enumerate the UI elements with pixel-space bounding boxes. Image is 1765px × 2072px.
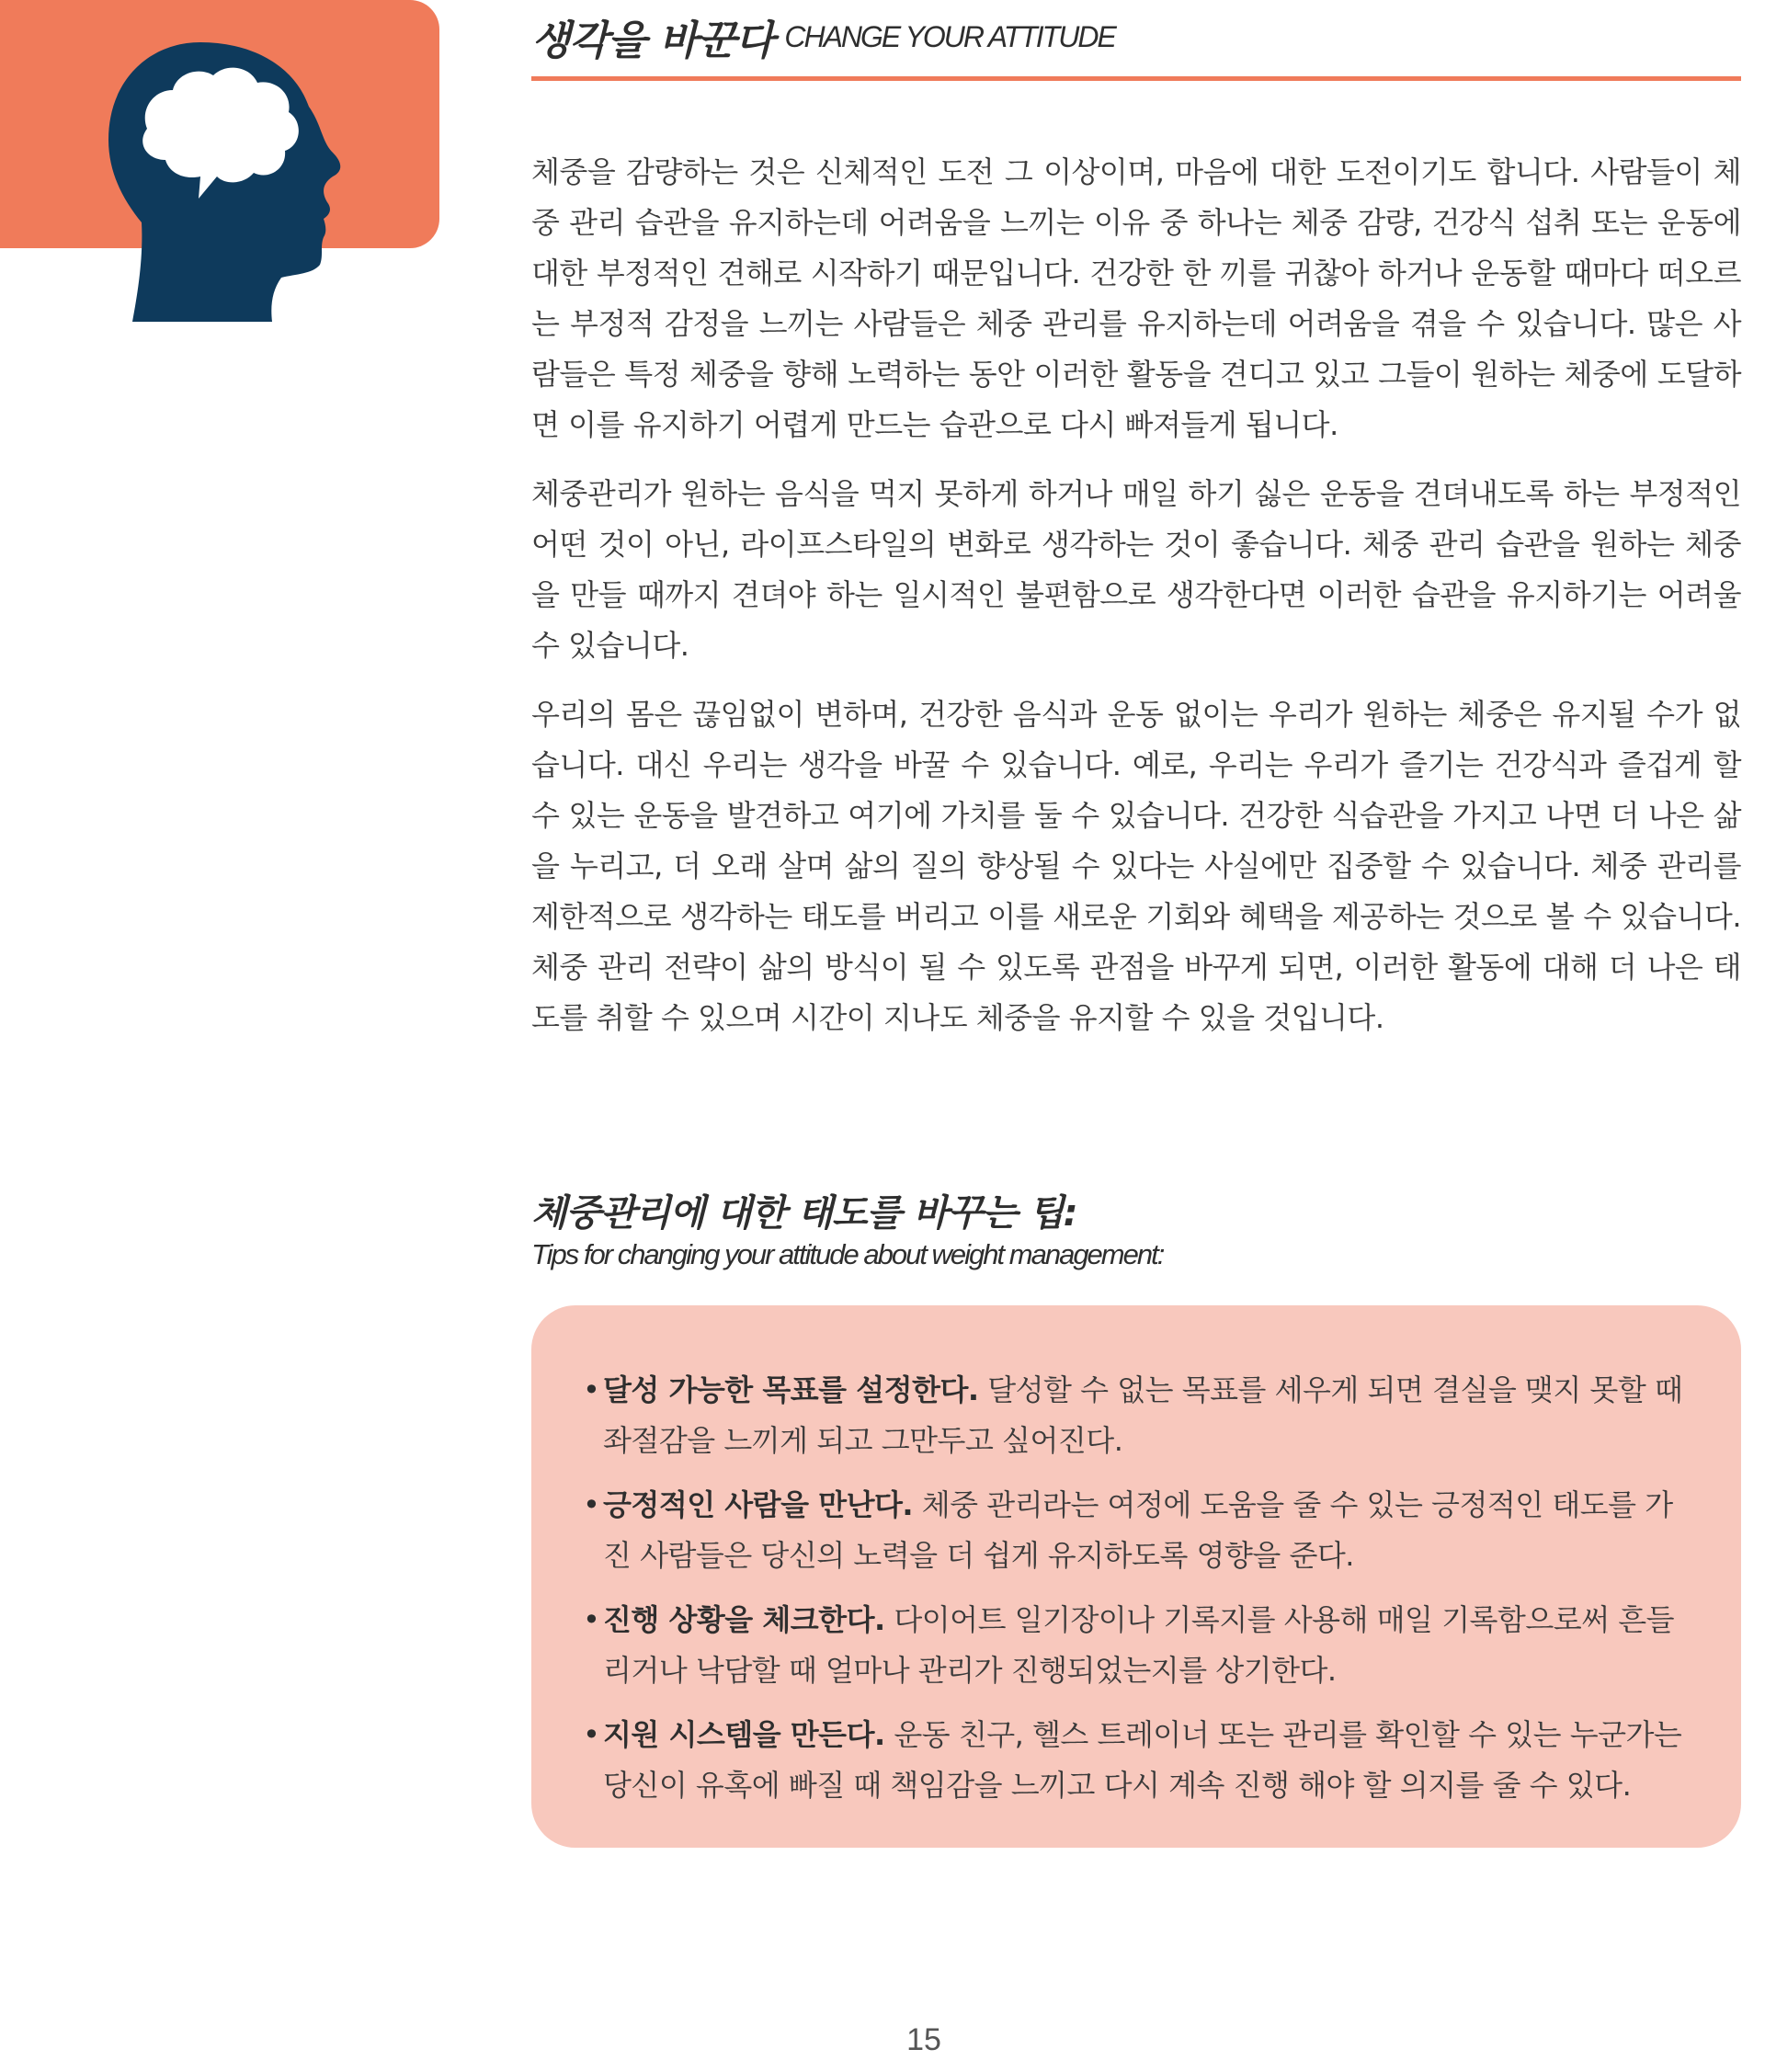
tip-text: 운동 친구, 헬스 트레이너 또는 관리를 확인할 수 있는 누군가는 당신이 유혹에 빠질 때 책임감을 느끼고 다시 계속 진행 해야 할 의지를 줄 수 있다. — [603, 1717, 1682, 1803]
tips-box — [531, 1305, 1741, 1848]
tips-list — [583, 1365, 1690, 1811]
title-divider — [531, 76, 1741, 81]
body-text — [531, 147, 1741, 1062]
tips-heading — [531, 1190, 1741, 1273]
tip-title: 지원 시스템을 만든다. — [603, 1717, 885, 1752]
tips-heading-korean: 체중관리에 대한 태도를 바꾸는 팁: — [531, 1192, 1077, 1235]
tip-text: 체중 관리라는 여정에 도움을 줄 수 있는 긍정적인 태도를 가진 사람들은 당신의 노력을 더 쉽게 유지하도록 영향을 준다. — [603, 1487, 1673, 1573]
bullet-icon: • — [583, 1717, 600, 1752]
body-paragraph-3: 우리의 몸은 끊임없이 변하며, 건강한 음식과 운동 없이는 우리가 원하는 체중은 유지될 수가 없습니다. 대신 우리는 생각을 바꿀 수 있습니다. 예로, 우리는 우리가 즐기는 건강식과 즐겁게 할 수 있는 운동을 발견하고 여기에 가치를 둘 수 있습니다. 건강한 식습관을 가지고 나면 더 나은 삶을 누리고, 더 오래 살며 삶의 질의 향상될 수 있다는 사실에만 집중할 수 있습니다. 체중 관리를 제한적으로 생각하는 태도를 버리고 이를 새로운 기회와 혜택을 제공하는 것으로 볼 수 있습니다. 체중 관리 전략이 삶의 방식이 될 수 있도록 관점을 바꾸게 되면, 이러한 활동에 대해 더 나은 태도를 취할 수 있으며 시간이 지나도 체중을 유지할 수 있을 것입니다. — [531, 697, 1741, 1035]
bullet-icon: • — [583, 1602, 600, 1637]
page-title — [531, 0, 1115, 74]
body-paragraph-1: 체중을 감량하는 것은 신체적인 도전 그 이상이며, 마음에 대한 도전이기도 합니다. 사람들이 체중 관리 습관을 유지하는데 어려움을 느끼는 이유 중 하나는 체중 감량, 건강식 섭취 또는 운동에 대한 부정적인 견해로 시작하기 때문입니다. 건강한 한 끼를 귀찮아 하거나 운동할 때마다 떠오르는 부정적 감정을 느끼는 사람들은 체중 관리를 유지하는데 어려움을 겪을 수 있습니다. 많은 사람들은 특정 체중을 향해 노력하는 동안 이러한 활동을 견디고 있고 그들이 원하는 체중에 도달하면 이를 유지하기 어렵게 만드는 습관으로 다시 빠져들게 됩니다. — [531, 154, 1741, 442]
tip-title: 진행 상황을 체크한다. — [603, 1602, 885, 1637]
page-number: 15 — [906, 2022, 941, 2057]
tips-heading-english: Tips for changing your attitude about weight management: — [531, 1238, 1164, 1270]
bullet-icon: • — [583, 1487, 600, 1522]
tip-text: 달성할 수 없는 목표를 세우게 되면 결실을 맺지 못할 때 좌절감을 느끼게 되고 그만두고 싶어진다. — [603, 1372, 1683, 1458]
title-english: CHANGE YOUR ATTITUDE — [784, 19, 1115, 53]
tip-title: 달성 가능한 목표를 설정한다. — [603, 1372, 979, 1407]
tip-item — [583, 1480, 1690, 1581]
tip-text: 다이어트 일기장이나 기록지를 사용해 매일 기록함으로써 흔들리거나 낙담할 때 얼마나 관리가 진행되었는지를 상기한다. — [603, 1602, 1675, 1688]
head-brain-icon — [92, 37, 349, 331]
body-paragraph-2: 체중관리가 원하는 음식을 먹지 못하게 하거나 매일 하기 싫은 운동을 견뎌내도록 하는 부정적인 어떤 것이 아닌, 라이프스타일의 변화로 생각하는 것이 좋습니다. 체중 관리 습관을 원하는 체중을 만들 때까지 견뎌야 하는 일시적인 불편함으로 생각한다면 이러한 습관을 유지하기는 어려울 수 있습니다. — [531, 476, 1741, 663]
tip-item — [583, 1710, 1690, 1811]
tip-item — [583, 1365, 1690, 1466]
tip-item — [583, 1595, 1690, 1696]
title-korean: 생각을 바꾼다 — [531, 17, 774, 64]
tip-title: 긍정적인 사람을 만난다. — [603, 1487, 914, 1522]
bullet-icon: • — [583, 1372, 600, 1407]
